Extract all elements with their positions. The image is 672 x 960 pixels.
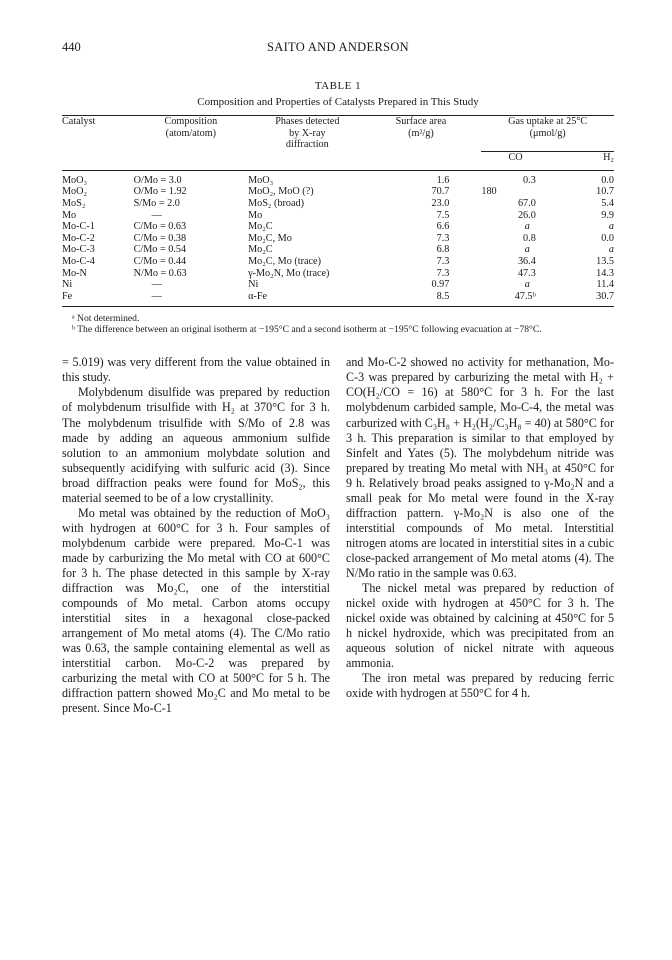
cell-composition: N/Mo = 0.63 bbox=[133, 267, 187, 279]
left-column bbox=[62, 355, 330, 716]
journal-page bbox=[62, 40, 614, 716]
cell-h2: 30.7 bbox=[596, 290, 614, 302]
header-phases bbox=[248, 116, 366, 152]
cell-composition: C/Mo = 0.44 bbox=[133, 255, 187, 267]
cell-surface-area: 70.7 bbox=[431, 186, 450, 198]
cell-phases: MoO₂, MoO (?) bbox=[248, 186, 314, 198]
cell-phases: Ni bbox=[248, 279, 259, 291]
cell-surface-area: 7.3 bbox=[436, 232, 450, 244]
cell-surface-area: 7.3 bbox=[436, 255, 450, 267]
paragraph: The nickel metal was prepared by reduction of nickel oxide with hydrogen at 450°C for 3 h. The nickel oxide was obtained by calcining at 450°C for 5 h nickel hydroxide, which was precipitated from an aqueous solution of nickel nitrate with aqueous ammonia. bbox=[346, 581, 614, 671]
cell-catalyst: Ni bbox=[62, 279, 73, 291]
table-row bbox=[62, 279, 614, 291]
header-phases-line3: diffraction bbox=[285, 139, 329, 151]
header-surface-area bbox=[367, 116, 476, 152]
cell-h2: a bbox=[608, 221, 614, 233]
header-composition-line1: Composition bbox=[164, 116, 218, 127]
cell-surface-area: 6.6 bbox=[436, 221, 450, 233]
table-body bbox=[62, 170, 614, 306]
cell-surface-area: 6.8 bbox=[436, 244, 450, 256]
cell-composition: O/Mo = 1.92 bbox=[133, 186, 187, 198]
cell-catalyst: Fe bbox=[62, 290, 73, 302]
cell-surface-area: 0.97 bbox=[431, 279, 450, 291]
cell-composition: O/Mo = 3.0 bbox=[133, 174, 182, 186]
header-gas-line1: Gas uptake at 25°C bbox=[508, 116, 588, 127]
page-number: 440 bbox=[62, 40, 81, 54]
cell-phases: Mo₂C, Mo bbox=[248, 232, 292, 244]
table-caption: Composition and Properties of Catalysts Prepared in This Study bbox=[197, 96, 479, 108]
cell-catalyst: Mo-C-1 bbox=[62, 221, 95, 233]
table-row bbox=[62, 244, 614, 256]
cell-catalyst: MoS₂ bbox=[62, 197, 86, 209]
cell-h2: 13.5 bbox=[596, 255, 614, 267]
cell-phases: Mo₂C, Mo (trace) bbox=[248, 255, 321, 267]
cell-co: 36.4 bbox=[517, 255, 536, 267]
cell-phases: Mo bbox=[248, 209, 263, 221]
paragraph: Mo metal was obtained by the reduction of MoO₃ with hydrogen at 600°C for 3 h. Four samples of molybdenum carbide were prepared. Mo-C-1 was made by carburizing the Mo metal with CO at 600°C for 3 h. The phase detected in this sample by X-ray diffraction was Mo₂C, one of the interstitial compounds of Mo metal. Carbon atoms occupy interstitial sites in a hexagonal close-packed arrangement of Mo metal atoms (4). The C/Mo ratio was 0.63, the sample containing elemental as well as interstitial carbon. Mo-C-2 was prepared by carburizing the metal with CO at 500°C for 5 h. The diffraction pattern showed Mo₂C and Mo metal to be present. Since Mo-C-1 bbox=[62, 505, 330, 716]
cell-co: 180 bbox=[481, 186, 497, 198]
table-row bbox=[62, 256, 614, 268]
cell-surface-area: 1.6 bbox=[436, 174, 450, 186]
cell-co: a bbox=[524, 279, 530, 291]
cell-composition: C/Mo = 0.54 bbox=[133, 244, 187, 256]
paragraph: and Mo-C-2 showed no activity for methanation, Mo-C-3 was prepared by carburizing the metal with H₂ + CO(H₂/CO = 16) at 580°C for 3 h. For the last molybdenum carbided sample, Mo-C-4, the metal was carburized with C₃H₈ + H₂(H₂/C₃H₈ = 40) at 580°C for 3 h. This preparation is similar to that employed by Sinfelt and Yates (5). The molybdehum nitride was prepared by treating Mo metal with NH₃ at 450°C for 9 h. Relatively broad peaks assigned to γ-Mo₂N and a small peak for Mo metal were found in the X-ray diffraction pattern. γ-Mo₂N is also one of the interstitial compounds of Mo metal. Interstitial nitrogen atoms are located in interstitial sites in a cubic close-packed arrangement of Mo metal atoms (4). The N/Mo ratio in the sample was 0.63. bbox=[346, 355, 614, 580]
cell-co: 0.3 bbox=[523, 174, 536, 186]
header-surface-line2: (m²/g) bbox=[408, 127, 434, 139]
cell-h2: 10.7 bbox=[596, 186, 614, 198]
cell-composition: S/Mo = 2.0 bbox=[133, 197, 180, 209]
catalyst-table bbox=[62, 116, 614, 306]
cell-catalyst: Mo bbox=[62, 209, 77, 221]
cell-surface-area: 23.0 bbox=[431, 197, 450, 209]
table-label: TABLE 1 bbox=[314, 80, 362, 92]
paragraph: = 5.019) was very different from the value obtained in this study. bbox=[62, 355, 330, 385]
table-row bbox=[62, 291, 614, 307]
cell-phases: MoS₂ (broad) bbox=[248, 197, 304, 209]
cell-h2: 0.0 bbox=[601, 174, 614, 186]
running-title: SAITO AND ANDERSON bbox=[267, 40, 409, 54]
header-phases-line1: Phases detected bbox=[275, 116, 340, 127]
cell-co: 47.3 bbox=[517, 267, 536, 279]
cell-catalyst: Mo-C-4 bbox=[62, 255, 95, 267]
cell-phases: Mo₂C bbox=[248, 221, 273, 233]
header-surface-line1: Surface area bbox=[395, 116, 447, 127]
header-composition-line2: (atom/atom) bbox=[165, 127, 217, 139]
cell-co: 0.8 bbox=[523, 232, 536, 244]
table-row bbox=[62, 210, 614, 222]
table-row bbox=[62, 170, 614, 186]
cell-co: 26.0 bbox=[517, 209, 536, 221]
table-row bbox=[62, 198, 614, 210]
table-row bbox=[62, 221, 614, 233]
cell-h2: 5.4 bbox=[601, 197, 614, 209]
cell-catalyst: Mo-C-3 bbox=[62, 244, 95, 256]
cell-catalyst: Mo-C-2 bbox=[62, 232, 95, 244]
cell-phases: γ-Mo₂N, Mo (trace) bbox=[248, 267, 330, 279]
cell-h2: 0.0 bbox=[601, 232, 614, 244]
cell-h2: 14.3 bbox=[596, 267, 614, 279]
table-row bbox=[62, 186, 614, 198]
cell-surface-area: 7.3 bbox=[436, 267, 450, 279]
cell-co: 67.0 bbox=[517, 197, 536, 209]
footnote-a: ᵃ Not determined. bbox=[72, 313, 140, 325]
cell-phases: MoO₃ bbox=[248, 174, 274, 186]
cell-catalyst: MoO₃ bbox=[62, 174, 88, 186]
cell-h2: 9.9 bbox=[601, 209, 614, 221]
cell-surface-area: 7.5 bbox=[436, 209, 450, 221]
right-column bbox=[346, 355, 614, 716]
table-subheader-row bbox=[62, 152, 614, 164]
cell-phases: α-Fe bbox=[248, 290, 268, 302]
table-row bbox=[62, 233, 614, 245]
paragraph: Molybdenum disulfide was prepared by reduction of molybdenum trisulfide with H₂ at 370°C for 3 h. The molybdenum trisulfide with S/Mo of 2.8 was made by adding an aqueous ammonium sulfide solution to an ammonium molybdate solution and subsequently acidifying with sulfuric acid (3). Since broad diffraction peaks were found for MoS₂, this material seemed to be of a low crystallinity. bbox=[62, 385, 330, 505]
cell-co: a bbox=[524, 244, 530, 256]
table-row bbox=[62, 268, 614, 280]
header-composition bbox=[134, 116, 248, 152]
table-header-row bbox=[62, 116, 614, 152]
cell-composition: — bbox=[151, 209, 162, 221]
gas-uptake-group bbox=[481, 116, 614, 152]
header-gas-uptake bbox=[475, 116, 614, 152]
cell-h2: 11.4 bbox=[596, 279, 614, 291]
header-catalyst: Catalyst bbox=[62, 116, 96, 127]
cell-catalyst: MoO₂ bbox=[62, 186, 88, 198]
body-text bbox=[62, 355, 614, 716]
running-head bbox=[62, 40, 614, 58]
header-gas-line2: (μmol/g) bbox=[529, 127, 566, 139]
header-phases-line2: by X-ray bbox=[289, 127, 326, 139]
cell-composition: C/Mo = 0.38 bbox=[133, 232, 187, 244]
table-footnotes bbox=[62, 313, 614, 335]
cell-composition: — bbox=[151, 290, 162, 302]
cell-co: 47.5ᵇ bbox=[514, 290, 536, 302]
footnote-b: ᵇ The difference between an original isotherm at −195°C and a second isotherm at −195°C following evacuation at −78°C. bbox=[72, 324, 542, 336]
table-bottom-rule bbox=[62, 306, 614, 307]
cell-h2: a bbox=[608, 244, 614, 256]
cell-phases: Mo₂C bbox=[248, 244, 273, 256]
cell-surface-area: 8.5 bbox=[436, 290, 450, 302]
header-co: CO bbox=[508, 152, 523, 164]
cell-composition: — bbox=[151, 279, 162, 291]
paragraph: The iron metal was prepared by reducing ferric oxide with hydrogen at 550°C for 4 h. bbox=[346, 671, 614, 701]
cell-co: a bbox=[524, 221, 530, 233]
header-h2: H₂ bbox=[603, 152, 614, 164]
cell-catalyst: Mo-N bbox=[62, 267, 87, 279]
cell-composition: C/Mo = 0.63 bbox=[133, 221, 187, 233]
